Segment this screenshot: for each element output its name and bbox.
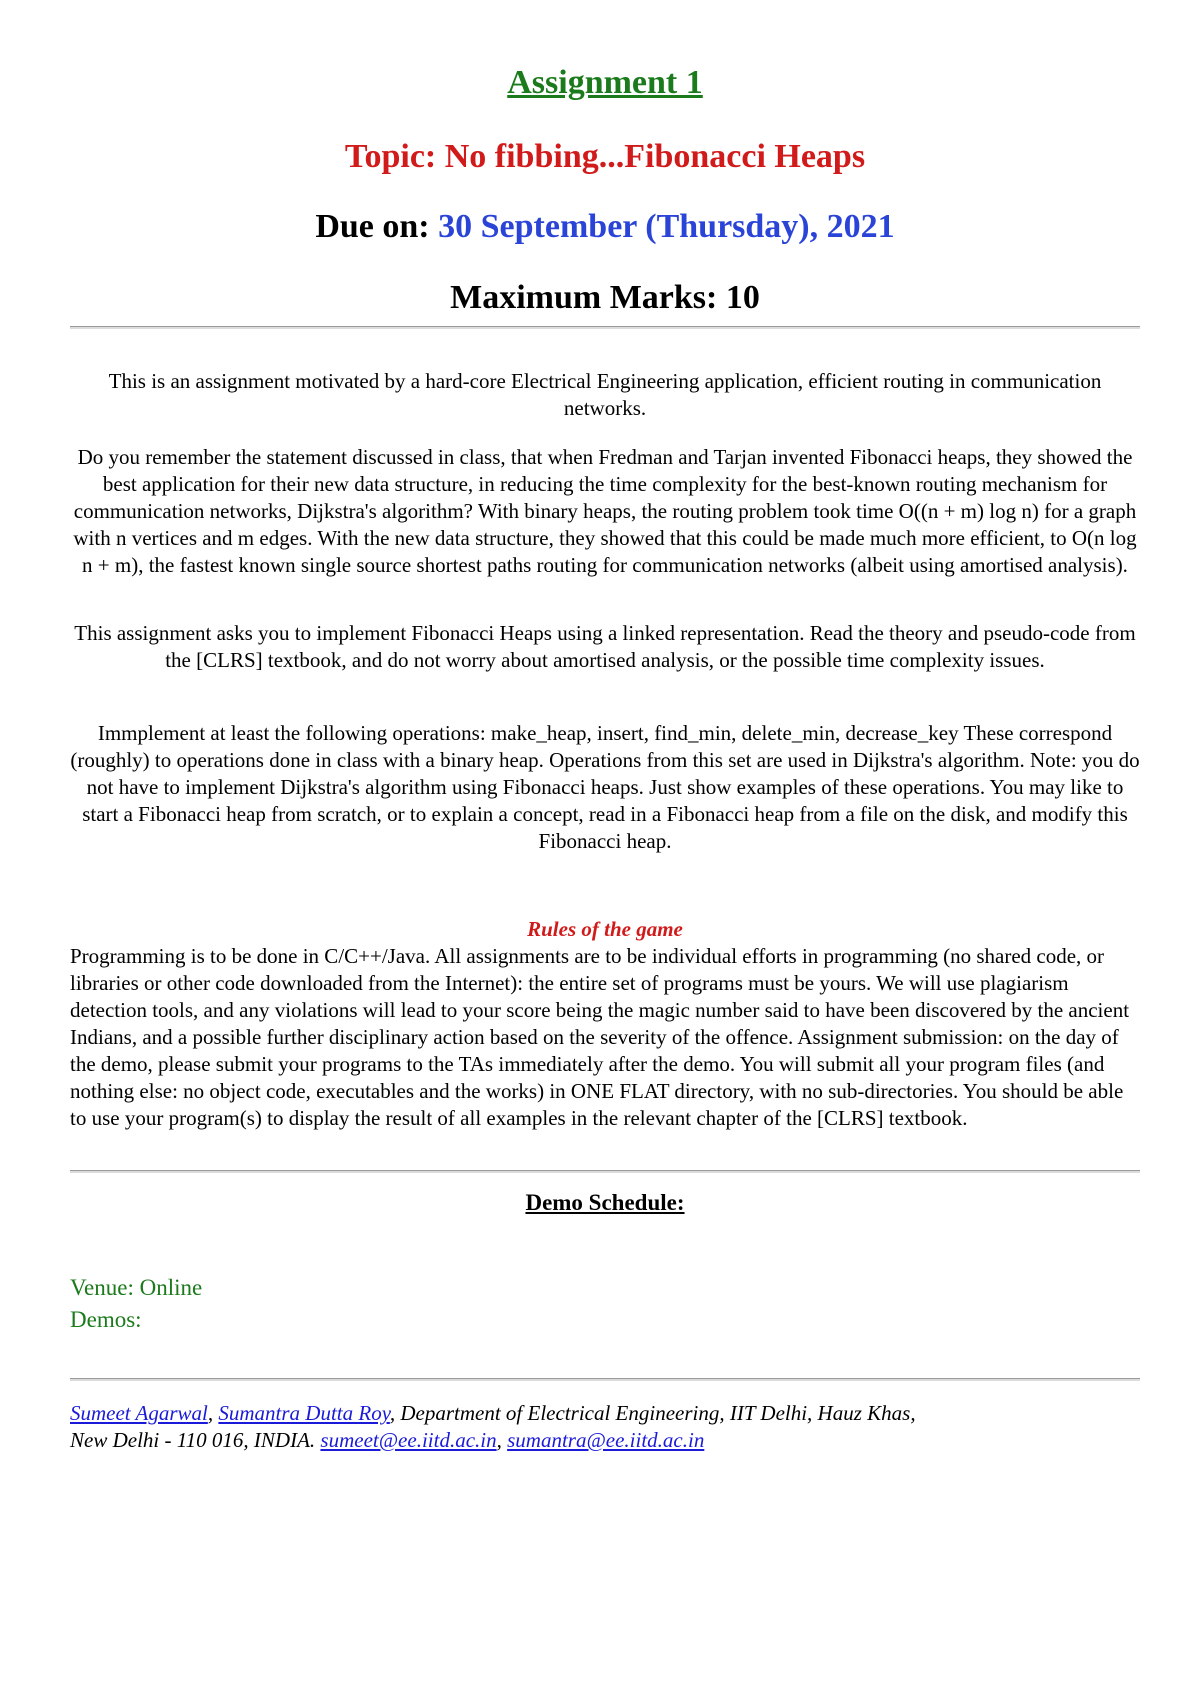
venue-text: Venue: Online bbox=[70, 1275, 203, 1300]
due-label: Due on: bbox=[315, 208, 430, 245]
email-link-sumantra[interactable]: sumantra@ee.iitd.ac.in bbox=[507, 1428, 705, 1452]
due-date: 30 September (Thursday), 2021 bbox=[438, 208, 895, 245]
divider-middle bbox=[70, 1170, 1140, 1173]
rules-paragraph: Programming is to be done in C/C++/Java. All assignments are to be individual efforts in programming (no shared code, or libraries or other code downloaded from the Internet): the entire set of programs must be yours. We will use plagiarism detection tools, and any violations will lead to your score being the magic number said to have been discovered by the ancient Indians, and a possible further disciplinary action based on the severity of the offence. Assignment submission: on the day of the demo, please submit your programs to the TAs immediately after the demo. You will submit all your program files (and nothing else: no object code, executables and the works) in ONE FLAT directory, with no sub-directories. You should be able to use your program(s) to display the result of all examples in the relevant chapter of the [CLRS] textbook. bbox=[70, 944, 1130, 1130]
background-paragraph: Do you remember the statement discussed in class, that when Fredman and Tarjan invented Fibonacci heaps, they showed the best application for their new data structure, in reducing the time complexity for the best-known routing mechanism for communication networks, Dijkstra's algorithm? With binary heaps, the routing problem took time O((n + m) log n) for a graph with n vertices and m edges. With the new data structure, they showed that this could be made much more efficient, to O(n log n + m), the fastest known single source shortest paths routing for communication networks (albeit using amortised analysis). bbox=[73, 445, 1137, 577]
task-paragraph: This assignment asks you to implement Fibonacci Heaps using a linked representation. Read the theory and pseudo-code from the [CLRS] textbook, and do not worry about amortised analysis, or the possible time complexity issues. bbox=[74, 621, 1136, 672]
divider-bottom bbox=[70, 1378, 1140, 1381]
topic-heading: Topic: No fibbing...Fibonacci Heaps bbox=[344, 138, 866, 175]
maximum-marks-heading: Maximum Marks: 10 bbox=[450, 279, 760, 316]
page-title: Assignment 1 bbox=[507, 64, 703, 101]
intro-paragraph: This is an assignment motivated by a hard-core Electrical Engineering application, efficient routing in communication networks. bbox=[108, 369, 1102, 420]
footer-address-line: New Delhi - 110 016, INDIA. bbox=[70, 1428, 321, 1452]
author-link-sumeet[interactable]: Sumeet Agarwal bbox=[70, 1401, 208, 1425]
footer-affiliation: , Department of Electrical Engineering, IIT Delhi, Hauz Khas, bbox=[389, 1401, 916, 1425]
author-link-sumantra[interactable]: Sumantra Dutta Roy bbox=[218, 1401, 390, 1425]
demo-schedule-heading: Demo Schedule: bbox=[525, 1190, 685, 1215]
footer-separator: , bbox=[207, 1401, 219, 1425]
footer-separator: , bbox=[496, 1428, 508, 1452]
rules-heading: Rules of the game bbox=[527, 917, 683, 941]
operations-paragraph: Immplement at least the following operations: make_heap, insert, find_min, delete_min, decrease_key These correspond (roughly) to operations done in class with a binary heap. Operations from this set are used in Dijkstra's algorithm. Note: you do not have to implement Dijkstra's algorithm using Fibonacci heaps. Just show examples of these operations. You may like to start a Fibonacci heap from scratch, or to explain a concept, read in a Fibonacci heap from a file on the disk, and modify this Fibonacci heap. bbox=[70, 721, 1140, 853]
due-date-heading bbox=[70, 208, 1140, 246]
divider-top bbox=[70, 326, 1140, 329]
venue-block bbox=[70, 1272, 202, 1336]
footer-address bbox=[70, 1400, 1140, 1454]
email-link-sumeet[interactable]: sumeet@ee.iitd.ac.in bbox=[320, 1428, 497, 1452]
demos-text: Demos: bbox=[70, 1307, 142, 1332]
